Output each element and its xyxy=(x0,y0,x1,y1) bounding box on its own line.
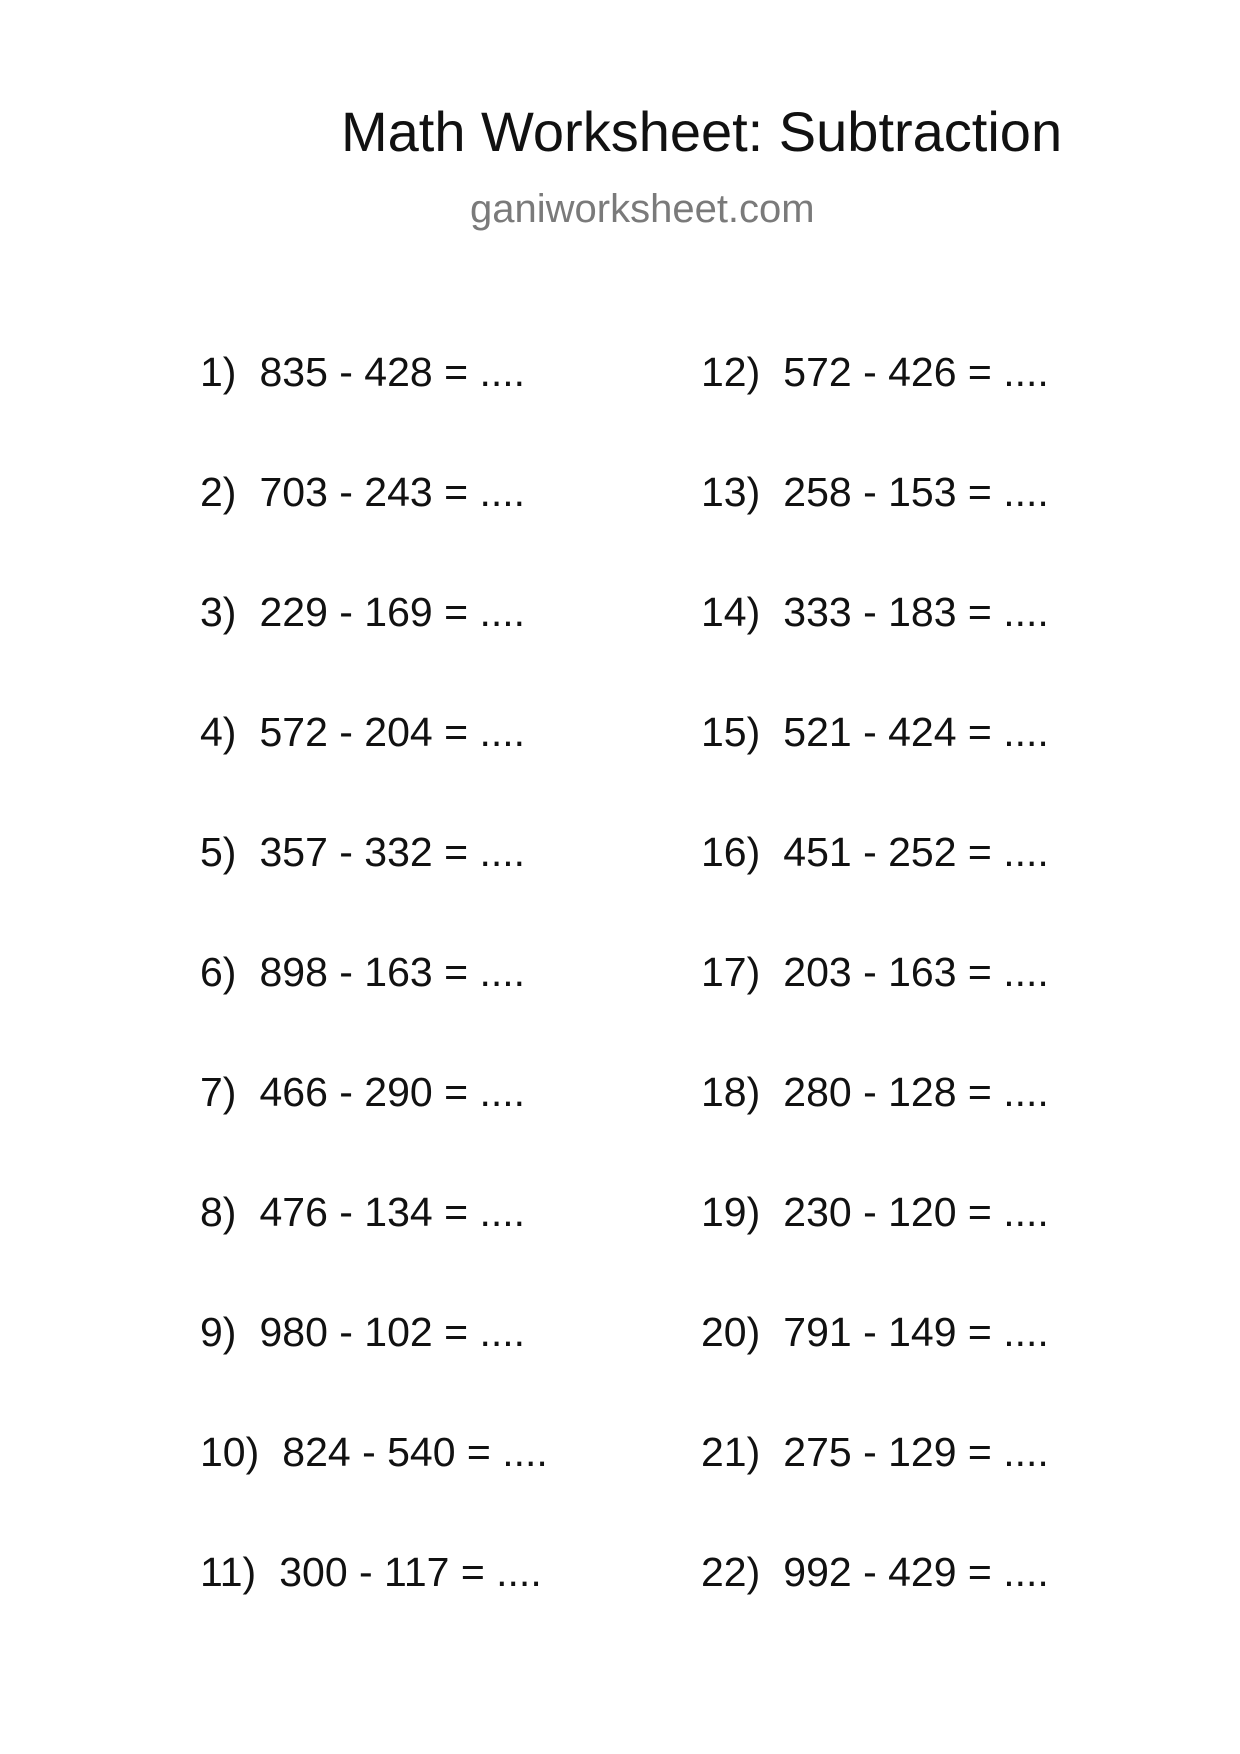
problem-expression: 824 - 540 = .... xyxy=(282,1429,548,1475)
problem-item xyxy=(200,708,548,828)
problem-number: 6) xyxy=(200,949,237,995)
problem-expression: 476 - 134 = .... xyxy=(259,1189,526,1235)
problem-number: 10) xyxy=(200,1429,260,1475)
problem-expression: 835 - 428 = .... xyxy=(259,349,526,395)
problem-expression: 521 - 424 = .... xyxy=(783,709,1049,755)
problem-item xyxy=(701,828,1049,948)
problem-item xyxy=(200,948,548,1068)
problem-expression: 203 - 163 = .... xyxy=(783,949,1049,995)
problem-expression: 230 - 120 = .... xyxy=(783,1189,1049,1235)
problem-expression: 466 - 290 = .... xyxy=(259,1069,526,1115)
problem-item xyxy=(701,708,1049,828)
problem-expression: 572 - 426 = .... xyxy=(783,349,1049,395)
worksheet-title: Math Worksheet: Subtraction xyxy=(341,100,1063,163)
problem-number: 12) xyxy=(701,349,761,395)
problem-item xyxy=(200,828,548,948)
problem-item xyxy=(200,1428,548,1548)
problem-number: 4) xyxy=(200,709,237,755)
problem-number: 5) xyxy=(200,829,237,875)
problem-item xyxy=(200,1548,548,1668)
problem-expression: 229 - 169 = .... xyxy=(259,589,526,635)
problem-number: 8) xyxy=(200,1189,237,1235)
problem-number: 18) xyxy=(701,1069,761,1115)
problem-item xyxy=(701,1188,1049,1308)
problem-column-left xyxy=(200,348,548,1668)
problem-expression: 280 - 128 = .... xyxy=(783,1069,1049,1115)
problem-expression: 357 - 332 = .... xyxy=(259,829,526,875)
problem-number: 7) xyxy=(200,1069,237,1115)
problem-item xyxy=(200,1188,548,1308)
problem-number: 15) xyxy=(701,709,761,755)
problem-item xyxy=(200,468,548,588)
problem-number: 2) xyxy=(200,469,237,515)
problem-expression: 992 - 429 = .... xyxy=(783,1549,1049,1595)
problem-item xyxy=(701,1428,1049,1548)
problem-number: 16) xyxy=(701,829,761,875)
problem-item xyxy=(701,1548,1049,1668)
problem-item xyxy=(200,1308,548,1428)
problem-expression: 791 - 149 = .... xyxy=(783,1309,1049,1355)
problem-item xyxy=(701,1068,1049,1188)
problem-number: 1) xyxy=(200,349,237,395)
problem-expression: 300 - 117 = .... xyxy=(279,1549,542,1595)
problem-item xyxy=(701,948,1049,1068)
problem-number: 11) xyxy=(200,1549,257,1595)
problem-number: 22) xyxy=(701,1549,761,1595)
problem-expression: 572 - 204 = .... xyxy=(259,709,526,755)
problem-expression: 258 - 153 = .... xyxy=(783,469,1049,515)
problem-item xyxy=(701,468,1049,588)
website-label: ganiworksheet.com xyxy=(470,187,815,231)
problem-expression: 333 - 183 = .... xyxy=(783,589,1049,635)
problem-number: 21) xyxy=(701,1429,761,1475)
problem-number: 17) xyxy=(701,949,761,995)
problem-number: 20) xyxy=(701,1309,761,1355)
problem-expression: 898 - 163 = .... xyxy=(259,949,526,995)
problem-number: 14) xyxy=(701,589,761,635)
problem-item xyxy=(200,348,548,468)
problem-expression: 980 - 102 = .... xyxy=(259,1309,526,1355)
problem-number: 13) xyxy=(701,469,761,515)
problem-item xyxy=(701,588,1049,708)
problem-number: 3) xyxy=(200,589,237,635)
problem-item xyxy=(701,348,1049,468)
problem-item xyxy=(701,1308,1049,1428)
problem-number: 19) xyxy=(701,1189,761,1235)
problem-expression: 451 - 252 = .... xyxy=(783,829,1049,875)
problem-number: 9) xyxy=(200,1309,237,1355)
problem-item xyxy=(200,1068,548,1188)
problem-item xyxy=(200,588,548,708)
problem-expression: 275 - 129 = .... xyxy=(783,1429,1049,1475)
problem-column-right xyxy=(701,348,1049,1668)
problem-expression: 703 - 243 = .... xyxy=(259,469,526,515)
